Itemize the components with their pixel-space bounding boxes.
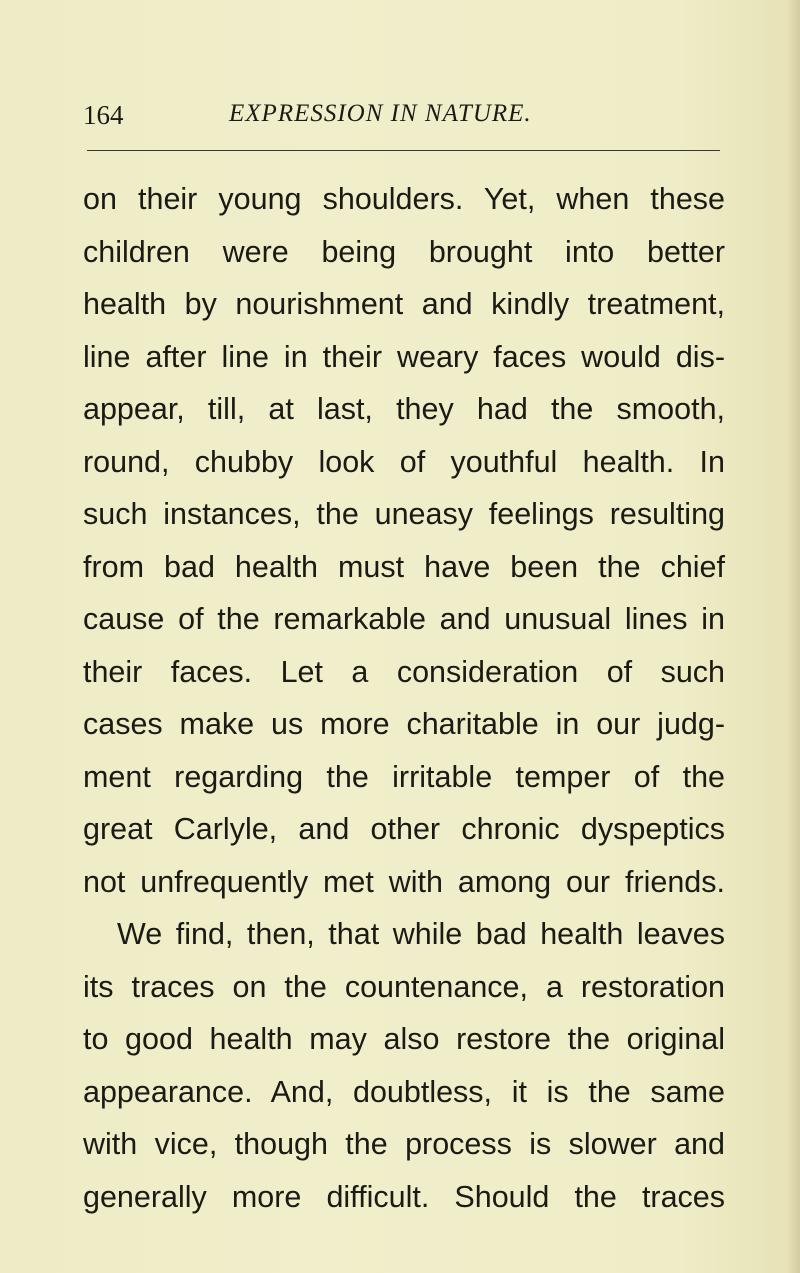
text-line: children were being brought into better (83, 234, 725, 269)
text-line: such instances, the uneasy feelings resulting (83, 497, 725, 531)
text-line: to good health may also restore the original (83, 1022, 725, 1056)
text-line: cause of the remarkable and unusual lines in (83, 602, 725, 636)
text-line: their faces. Let a consideration of such (83, 654, 725, 689)
page-header (83, 96, 723, 136)
text-line: with vice, though the process is slower and (83, 1127, 725, 1161)
header-rule (87, 150, 720, 151)
body-text (83, 173, 725, 1223)
text-line: line after line in their weary faces would dis- (83, 339, 725, 374)
text-line: not unfrequently met with among our friends. (83, 864, 725, 899)
page-number: 164 (83, 100, 124, 130)
text-line: generally more difficult. Should the traces (83, 1179, 725, 1214)
text-line: cases make us more charitable in our judg- (83, 707, 725, 741)
running-head: EXPRESSION IN NATURE. (229, 100, 532, 127)
text-line: from bad health must have been the chief (83, 549, 725, 584)
text-line: appearance. And, doubtless, it is the same (83, 1074, 725, 1109)
text-line: health by nourishment and kindly treatment, (83, 287, 725, 321)
text-line-paragraph-start: We find, then, that while bad health leaves (117, 917, 725, 951)
text-line: its traces on the countenance, a restoration (83, 969, 725, 1004)
page-edge-shadow (786, 0, 800, 1273)
text-line: round, chubby look of youthful health. In (83, 444, 725, 479)
text-line: ment regarding the irritable temper of the (83, 759, 725, 794)
text-line: on their young shoulders. Yet, when these (83, 182, 725, 216)
text-line: great Carlyle, and other chronic dyspeptics (83, 812, 725, 846)
text-line: appear, till, at last, they had the smooth, (83, 392, 725, 426)
